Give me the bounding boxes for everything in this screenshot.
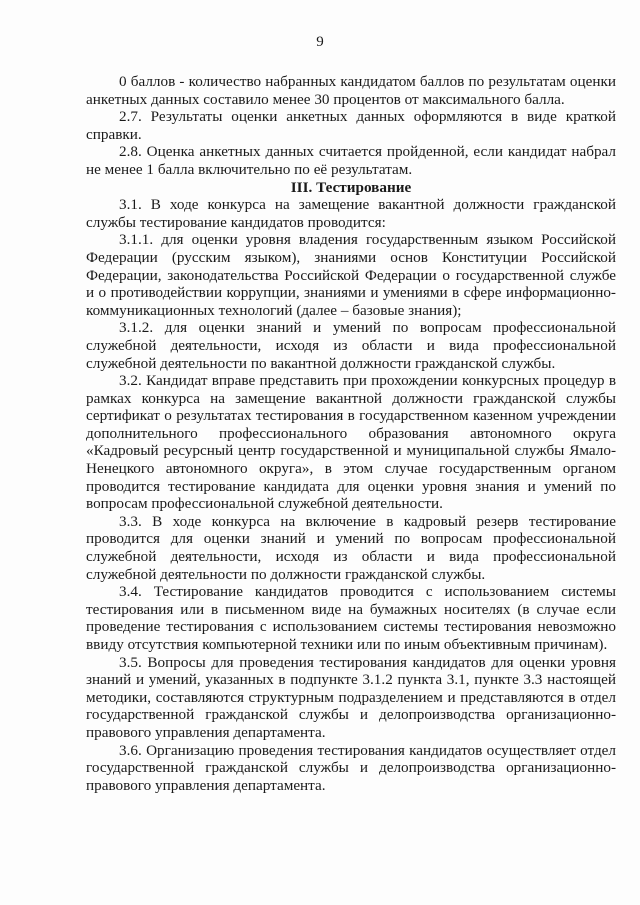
paragraph-2-8: 2.8. Оценка анкетных данных считается пройденной, если кандидат набрал не менее 1 балла включительно по её результатам. bbox=[86, 143, 616, 178]
paragraph-3-1-2: 3.1.2. для оценки знаний и умений по вопросам профессиональной служебной деятельности, исходя из области и вида профессиональной служебной деятельности по вакантной должности гражданской службы. bbox=[86, 319, 616, 372]
paragraph-3-6: 3.6. Организацию проведения тестирования кандидатов осуществляет отдел государственной гражданской службы и делопроизводства организационно-правового управления департамента. bbox=[86, 741, 616, 794]
paragraph-3-1: 3.1. В ходе конкурса на замещение вакантной должности гражданской службы тестирование кандидатов проводится: bbox=[86, 196, 616, 231]
paragraph-3-4: 3.4. Тестирование кандидатов проводится с использованием системы тестирования или в письменном виде на бумажных носителях (в случае если проведение тестирования с использованием системы тестирования невозможно ввиду отсутствия компьютерной техники или по иным объективным причинам). bbox=[86, 583, 616, 653]
paragraph-score-zero: 0 баллов - количество набранных кандидатом баллов по результатам оценки анкетных данных составило менее 30 процентов от максимального балла. bbox=[86, 73, 616, 108]
paragraph-3-1-1: 3.1.1. для оценки уровня владения государственным языком Российской Федерации (русским языком), знаниями основ Конституции Российской Федерации, законодательства Российской Федерации о государственной службе и о противодействии коррупции, знаниями и умениями в сфере информационно-коммуникационных технологий (далее – базовые знания); bbox=[86, 231, 616, 319]
document-body bbox=[86, 73, 616, 794]
section-title: III. Тестирование bbox=[290, 178, 412, 196]
paragraph-3-2: 3.2. Кандидат вправе представить при прохождении конкурсных процедур в рамках конкурса на замещение вакантной должности гражданской службы сертификат о результатах тестирования в государственном казенном учреждении дополнительного профессионального образования автономного округа «Кадровый ресурсный центр государственной и муниципальной службы Ямало-Ненецкого автономного округа», в этом случае государственным органом проводится тестирование кандидата для оценки уровня знания и умений по вопросам профессиональной служебной деятельности. bbox=[86, 372, 616, 513]
paragraph-2-7: 2.7. Результаты оценки анкетных данных оформляются в виде краткой справки. bbox=[86, 108, 616, 143]
paragraph-3-5: 3.5. Вопросы для проведения тестирования кандидатов для оценки уровня знаний и умений, указанных в подпункте 3.1.2 пункта 3.1, пункте 3.3 настоящей методики, составляются структурным подразделением и представляются в отдел государственной гражданской службы и делопроизводства организационно-правового управления департамента. bbox=[86, 653, 616, 741]
paragraph-3-3: 3.3. В ходе конкурса на включение в кадровый резерв тестирование проводится для оценки знаний и умений по вопросам профессиональной служебной деятельности, исходя из области и вида профессиональной служебной деятельности по должности гражданской службы. bbox=[86, 512, 616, 583]
page-number: 9 bbox=[316, 34, 324, 50]
